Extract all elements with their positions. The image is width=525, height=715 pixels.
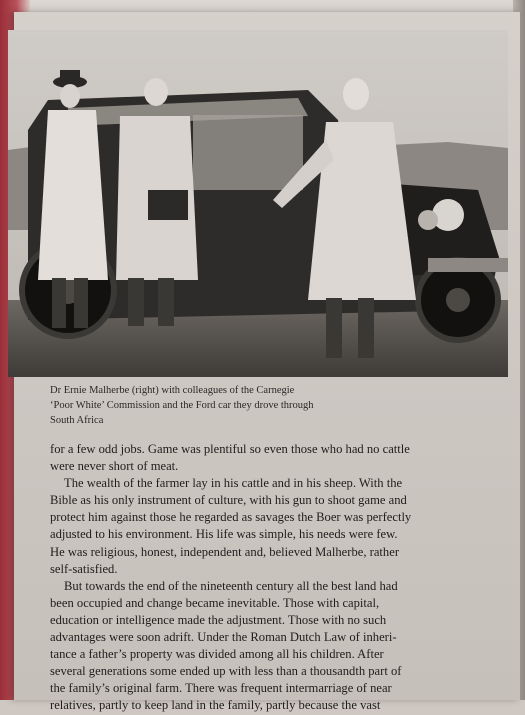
text-line: the family’s original farm. There was frequent intermarriage of near: [50, 681, 392, 696]
text-line: advantages were soon adrift. Under the Roman Dutch Law of inheri-: [50, 630, 397, 645]
caption-line: South Africa: [50, 415, 104, 426]
text-line: several generations some ended up with less than a thousandth part of: [50, 664, 402, 679]
text-line: Bible as his only instrument of culture, with his gun to shoot game and: [50, 493, 407, 508]
text-line: education or intelligence made the adjustment. Those with no such: [50, 612, 387, 627]
text-line: He was religious, honest, independent and, believed Malherbe, rather: [50, 544, 400, 559]
text-line: protect him against those he regarded as savages the Boer was perfectly: [50, 510, 412, 525]
text-line: The wealth of the farmer lay in his cattle and in his sheep. With the: [64, 476, 403, 491]
text-line: for a few odd jobs. Game was plentiful so even those who had no cattle: [50, 442, 410, 456]
text-line: been occupied and change became inevitable. Those with capital,: [50, 595, 380, 610]
caption-line: ‘Poor White’ Commission and the Ford car they drove through: [50, 400, 314, 411]
text-line: relatives, partly to keep land in the family, partly because the vast: [50, 698, 381, 713]
body-text: [50, 441, 520, 715]
text-line: But towards the end of the nineteenth century all the best land had: [64, 578, 398, 593]
text-line: adjusted to his environment. His life was simple, his needs were few.: [50, 527, 398, 542]
text-line: self-satisfied.: [50, 561, 118, 576]
text-line: tance a father’s property was divided among all his children. After: [50, 647, 384, 662]
text-line: were never short of meat.: [50, 459, 179, 474]
photo-caption: [50, 383, 470, 428]
caption-line: Dr Ernie Malherbe (right) with colleagues of the Carnegie: [50, 385, 295, 396]
historical-photograph: [8, 30, 508, 377]
